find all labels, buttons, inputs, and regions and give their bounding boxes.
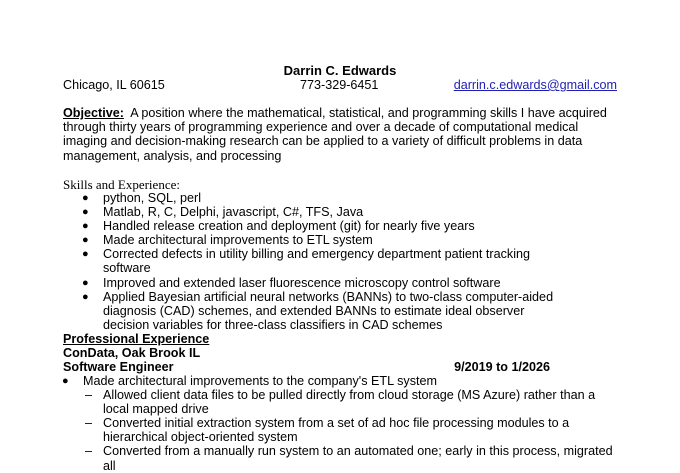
dash-icon: – [85,416,93,431]
sub-list-item: – Converted initial extraction system from a set of ad hoc file processing modules to a hierarchical object-oriented system [85,416,570,445]
list-item: ● Improved and extended laser fluorescence microscopy control software [82,275,501,290]
bullet-dot-icon: ● [82,234,89,247]
list-item: ● Made architectural improvements to the company's ETL system – Allowed client data files to be pulled directly from cloud storage (MS Azure) rather than a local mapped drive – Converted initial extraction system from a set of ad hoc file processing modules to a hierarchical object-oriented system – Converted from a manually run system to an automated one; early in this process, migrated all [0,374,680,473]
bullet-dot-icon: ● [82,220,89,233]
contact-line [63,78,617,94]
list-item: ● Applied Bayesian artificial neural networks (BANNs) to two-class computer-aided diagnosis (CAD) schemes, and extended BANNs to estimate ideal observer decision variables for three-class classifiers in CAD schemes [82,289,554,332]
experience-heading: Professional Experience [63,332,210,346]
city: Chicago, IL 60615 [63,78,165,92]
candidate-name: Darrin C. Edwards [283,63,397,78]
list-item: ● Corrected defects in utility billing and emergency department patient tracking software [82,247,531,276]
sub-list-item: – Converted from a manually run system to an automated one; early in this process, migrated all [85,444,613,473]
dash-icon: – [85,388,93,403]
sub-list-item: – Allowed client data files to be pulled directly from cloud storage (MS Azure) rather than a local mapped drive [85,388,596,417]
sub-list [83,388,680,473]
objective-paragraph [63,106,623,163]
phone: 773-329-6451 [300,78,379,92]
objective-text: A position where the mathematical, statistical, and programming skills I have acquired through thirty years of programming experience and over a decade of computational medical imaging and decision-making research can be applied to a variety of difficult problems in data management, analysis, and processing [63,106,607,163]
list-item: ● Matlab, R, C, Delphi, javascript, C#, TFS, Java [82,205,364,220]
job-duties [0,374,680,473]
list-item: ● python, SQL, perl [82,191,202,205]
bullet-dot-icon: ● [82,206,89,219]
skills-list [0,191,680,332]
skills-heading: Skills and Experience: [63,177,180,192]
objective-label: Objective: [63,106,124,120]
company-name: ConData, Oak Brook IL [63,346,201,360]
bullet-dot-icon: ● [82,192,89,204]
list-item: ● Handled release creation and deployment (git) for nearly five years [82,219,475,234]
job-role [63,360,550,374]
role-title: Software Engineer [63,360,174,374]
dash-icon: – [85,444,93,459]
bullet-dot-icon: ● [82,248,89,261]
bullet-dot-icon: ● [62,375,69,387]
bullet-dot-icon: ● [82,276,89,289]
bullet-dot-icon: ● [82,290,89,303]
list-item: ● Made architectural improvements to ETL system [82,233,373,248]
email-link[interactable]: darrin.c.edwards@gmail.com [453,78,617,92]
role-dates: 9/2019 to 1/2026 [454,360,550,374]
